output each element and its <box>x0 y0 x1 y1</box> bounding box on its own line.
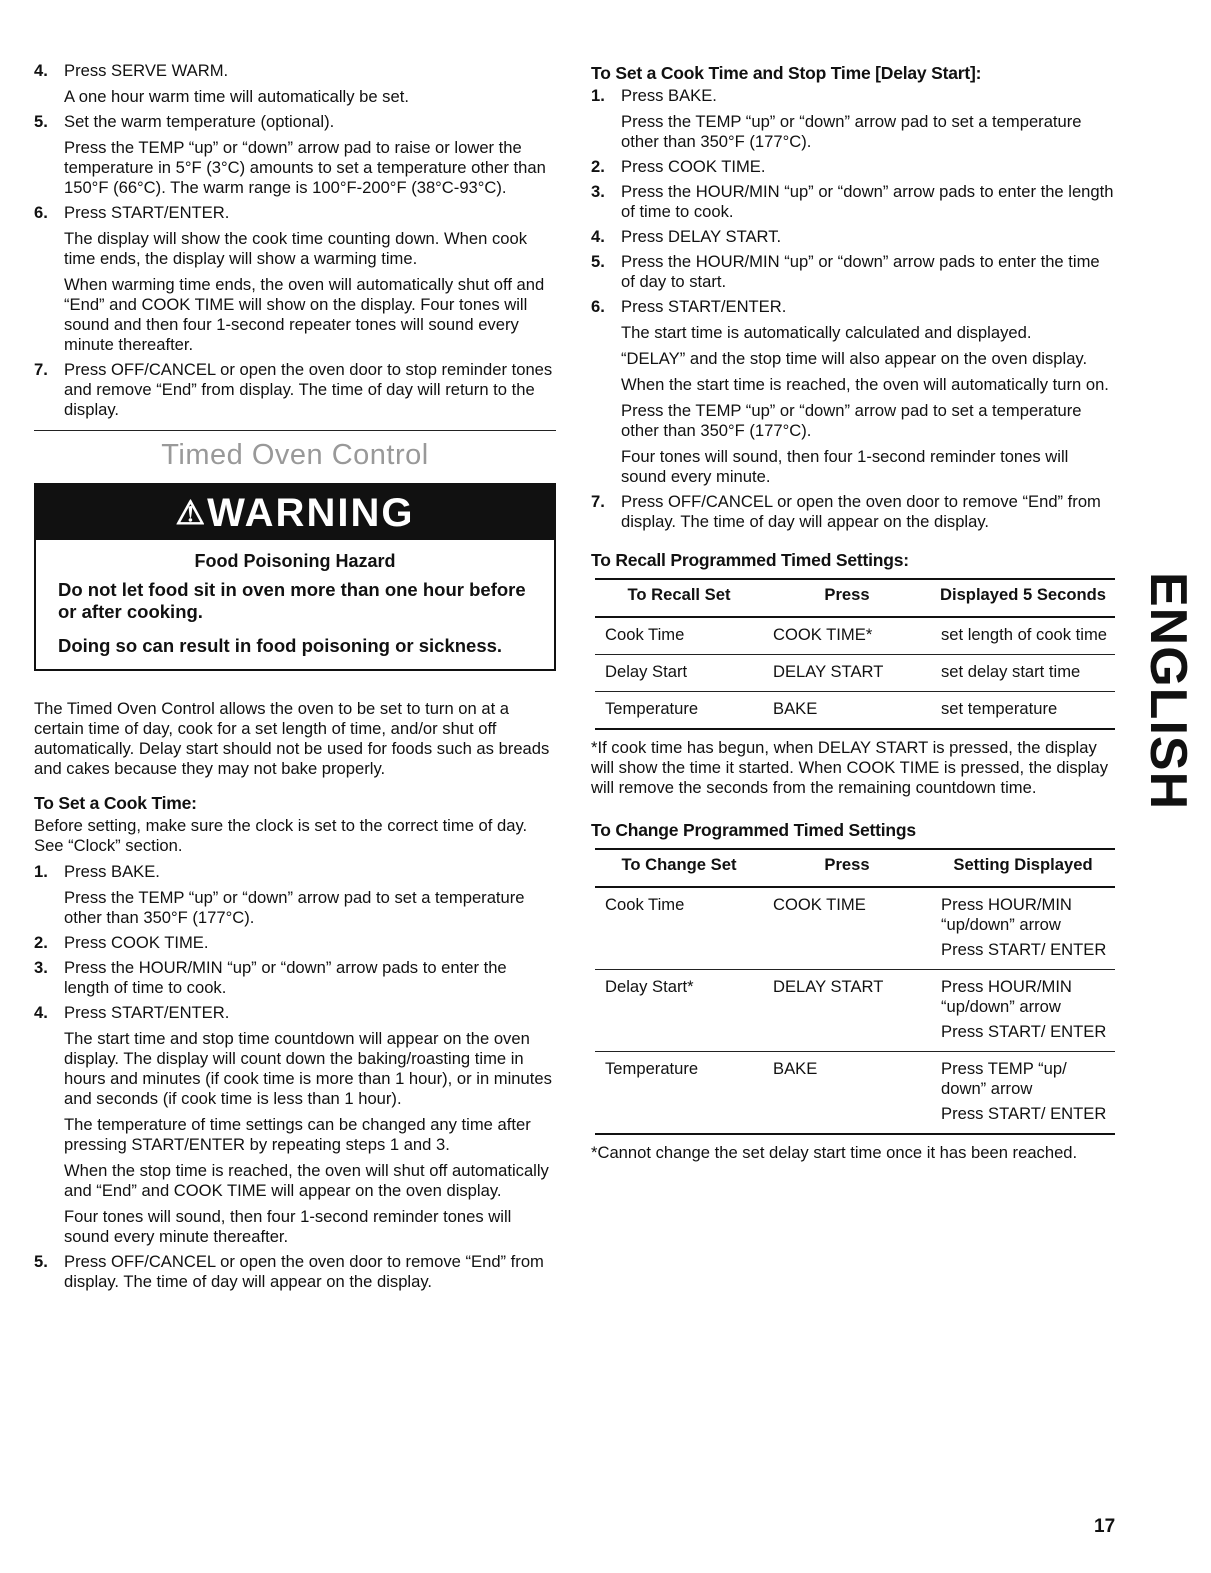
step-number: 4. <box>591 227 605 246</box>
table-cell <box>931 887 1115 970</box>
cell-text: Press START/ ENTER <box>941 940 1107 959</box>
step-number: 3. <box>591 182 605 201</box>
step-item <box>34 1003 556 1247</box>
step-detail: The temperature of time settings can be changed any time after pressing START/ENTER by repeating steps 1 and 3. <box>64 1115 531 1154</box>
page-number: 17 <box>1094 1516 1116 1537</box>
step-detail: The start time and stop time countdown will appear on the oven display. The display will count down the baking/roasting time in hours and minutes (if cook time is more than 1 hour), or in minutes and seconds (if cook time is less than 1 hour). <box>64 1029 552 1108</box>
table-cell <box>595 617 763 655</box>
step-instruction: Press OFF/CANCEL or open the oven door to stop reminder tones and remove “End” from display. The time of day will return to the display. <box>64 360 553 419</box>
warning-label: WARNING <box>207 491 415 535</box>
cell-text: Cook Time <box>605 895 685 914</box>
table-cell <box>931 1052 1115 1135</box>
warning-line-1: Do not let food sit in oven more than one hour before or after cooking. <box>58 579 526 622</box>
step-detail: The start time is automatically calculated and displayed. <box>621 323 1032 342</box>
step-instruction: Set the warm temperature (optional). <box>64 112 335 131</box>
change-table <box>595 848 1115 1135</box>
table-cell <box>595 692 763 730</box>
cell-text: COOK TIME* <box>773 625 873 644</box>
step-number: 5. <box>34 1252 48 1271</box>
step-number: 2. <box>591 157 605 176</box>
cell-text: set length of cook time <box>941 625 1108 644</box>
recall-table-header <box>595 579 1115 617</box>
table-row <box>595 655 1115 692</box>
cell-text: Temperature <box>605 1059 699 1078</box>
table-cell <box>931 655 1115 692</box>
step-number: 5. <box>34 112 48 131</box>
step-detail: When the stop time is reached, the oven will shut off automatically and “End” and COOK TIME will appear on the oven display. <box>64 1161 549 1200</box>
step-instruction: Press BAKE. <box>64 862 160 881</box>
step-item <box>591 492 1116 532</box>
table-row <box>595 692 1115 730</box>
step-instruction: Press DELAY START. <box>621 227 782 246</box>
table-cell <box>595 655 763 692</box>
step-instruction: Press SERVE WARM. <box>64 61 229 80</box>
step-item <box>34 360 556 420</box>
cell-text: Delay Start* <box>605 977 694 996</box>
step-instruction: Press the HOUR/MIN “up” or “down” arrow pads to enter the length of time to cook. <box>621 182 1114 221</box>
step-item <box>34 958 556 998</box>
step-instruction: Press COOK TIME. <box>621 157 766 176</box>
cell-text: Press HOUR/MIN “up/down” arrow <box>941 977 1072 1016</box>
step-item <box>591 297 1116 487</box>
language-side-tab-label: ENGLISH <box>1139 572 1197 811</box>
step-detail: Press the TEMP “up” or “down” arrow pad to set a temperature other than 350°F (177°C). <box>621 112 1082 151</box>
step-detail: When the start time is reached, the oven will automatically turn on. <box>621 375 1109 394</box>
table-cell <box>595 970 763 1052</box>
change-heading: To Change Programmed Timed Settings <box>591 820 916 840</box>
step-instruction: Press BAKE. <box>621 86 717 105</box>
table-cell <box>595 1052 763 1135</box>
recall-heading: To Recall Programmed Timed Settings: <box>591 550 909 570</box>
step-number: 3. <box>34 958 48 977</box>
step-instruction: Press START/ENTER. <box>64 203 230 222</box>
step-item <box>34 933 556 953</box>
cell-text: DELAY START <box>773 662 884 681</box>
left-column <box>34 61 556 1297</box>
column-header: Press <box>824 585 870 604</box>
step-instruction: Press START/ENTER. <box>621 297 787 316</box>
table-cell <box>763 692 931 730</box>
warning-triangle-icon: ⚠ <box>175 494 208 531</box>
step-item <box>591 182 1116 222</box>
step-instruction: Press the HOUR/MIN “up” or “down” arrow pads to enter the length of time to cook. <box>64 958 507 997</box>
column-header: Press <box>824 855 870 874</box>
change-table-header <box>595 849 1115 887</box>
step-detail: Press the TEMP “up” or “down” arrow pad to set a temperature other than 350°F (177°C). <box>621 401 1082 440</box>
step-detail: The display will show the cook time counting down. When cook time ends, the display will show a warming time. <box>64 229 528 268</box>
step-item <box>34 203 556 355</box>
section-divider <box>34 430 556 431</box>
table-cell <box>931 617 1115 655</box>
step-item <box>34 862 556 928</box>
cell-text: DELAY START <box>773 977 884 996</box>
warning-header <box>36 485 554 540</box>
cell-text: BAKE <box>773 1059 818 1078</box>
step-instruction: Press OFF/CANCEL or open the oven door to remove “End” from display. The time of day will appear on the display. <box>64 1252 544 1291</box>
section-title: Timed Oven Control <box>161 439 429 471</box>
cell-text: Temperature <box>605 699 699 718</box>
cell-text: Press HOUR/MIN “up/down” arrow <box>941 895 1072 934</box>
step-detail: When warming time ends, the oven will automatically shut off and “End” and COOK TIME will show on the display. Four tones will sound and then four 1-second repeater tones will sound every minute thereafter. <box>64 275 545 354</box>
cell-text: Press START/ ENTER <box>941 1022 1107 1041</box>
step-detail: Press the TEMP “up” or “down” arrow pad to set a temperature other than 350°F (177°C). <box>64 888 525 927</box>
delay-start-steps-list <box>591 86 1116 532</box>
step-number: 4. <box>34 1003 48 1022</box>
recall-footnote: *If cook time has begun, when DELAY START is pressed, the display will show the time it started. When COOK TIME is pressed, the display will remove the seconds from the remaining countdown time. <box>591 738 1109 797</box>
step-item <box>34 112 556 198</box>
table-row <box>595 887 1115 970</box>
step-item <box>591 252 1116 292</box>
step-instruction: Press the HOUR/MIN “up” or “down” arrow pads to enter the time of day to start. <box>621 252 1100 291</box>
table-row <box>595 1052 1115 1135</box>
step-item <box>591 227 1116 247</box>
table-cell <box>763 1052 931 1135</box>
step-detail: “DELAY” and the stop time will also appear on the oven display. <box>621 349 1088 368</box>
cell-text: COOK TIME <box>773 895 866 914</box>
cell-text: BAKE <box>773 699 818 718</box>
step-instruction: Press START/ENTER. <box>64 1003 230 1022</box>
column-header: To Recall Set <box>627 585 731 604</box>
cell-text: Delay Start <box>605 662 688 681</box>
language-side-tab <box>1139 572 1197 811</box>
right-column <box>591 63 1116 1163</box>
step-instruction: Press COOK TIME. <box>64 933 209 952</box>
table-cell <box>763 970 931 1052</box>
cook-time-steps-list <box>34 862 556 1292</box>
change-footnote: *Cannot change the set delay start time once it has been reached. <box>591 1143 1078 1162</box>
table-cell <box>763 617 931 655</box>
step-detail: Press the TEMP “up” or “down” arrow pad to raise or lower the temperature in 5°F (3°C) amounts to set a temperature other than 150°F (66°C). The warm range is 100°F-200°F (38°C-93°C). <box>64 138 546 197</box>
table-cell <box>931 692 1115 730</box>
step-instruction: Press OFF/CANCEL or open the oven door to remove “End” from display. The time of day will appear on the display. <box>621 492 1101 531</box>
step-detail: Four tones will sound, then four 1-second reminder tones will sound every minute. <box>621 447 1069 486</box>
cell-text: set delay start time <box>941 662 1081 681</box>
table-row <box>595 617 1115 655</box>
step-item <box>591 157 1116 177</box>
step-number: 1. <box>591 86 605 105</box>
step-item <box>34 61 556 107</box>
table-cell <box>763 887 931 970</box>
cook-time-heading: To Set a Cook Time: <box>34 793 197 813</box>
table-row <box>595 970 1115 1052</box>
step-detail: Four tones will sound, then four 1-second reminder tones will sound every minute thereafter. <box>64 1207 512 1246</box>
step-number: 6. <box>591 297 605 316</box>
step-number: 5. <box>591 252 605 271</box>
column-header: Displayed 5 Seconds <box>939 585 1106 604</box>
step-item <box>591 86 1116 152</box>
cell-text: Press START/ ENTER <box>941 1104 1107 1123</box>
recall-table <box>595 578 1115 730</box>
delay-start-heading: To Set a Cook Time and Stop Time [Delay Start]: <box>591 63 982 83</box>
cook-time-intro: Before setting, make sure the clock is set to the correct time of day. See “Clock” section. <box>34 816 528 855</box>
intro-paragraph: The Timed Oven Control allows the oven to be set to turn on at a certain time of day, cook for a set length of time, and/or shut off automatically. Delay start should not be used for foods such as breads and cakes because they may not bake properly. <box>34 699 550 778</box>
step-number: 1. <box>34 862 48 881</box>
step-number: 7. <box>591 492 605 511</box>
step-number: 4. <box>34 61 48 80</box>
warning-line-2: Doing so can result in food poisoning or sickness. <box>58 635 503 656</box>
cell-text: set temperature <box>941 699 1058 718</box>
cell-text: Cook Time <box>605 625 685 644</box>
column-header: Setting Displayed <box>953 855 1093 874</box>
table-cell <box>931 970 1115 1052</box>
step-number: 6. <box>34 203 48 222</box>
table-cell <box>595 887 763 970</box>
warning-hazard-title: Food Poisoning Hazard <box>194 551 396 571</box>
warm-steps-list <box>34 61 556 420</box>
column-header: To Change Set <box>621 855 737 874</box>
table-cell <box>763 655 931 692</box>
step-number: 7. <box>34 360 48 379</box>
warning-box <box>34 483 556 671</box>
cell-text: Press TEMP “up/ down” arrow <box>941 1059 1067 1098</box>
step-item <box>34 1252 556 1292</box>
step-detail: A one hour warm time will automatically be set. <box>64 87 409 106</box>
step-number: 2. <box>34 933 48 952</box>
